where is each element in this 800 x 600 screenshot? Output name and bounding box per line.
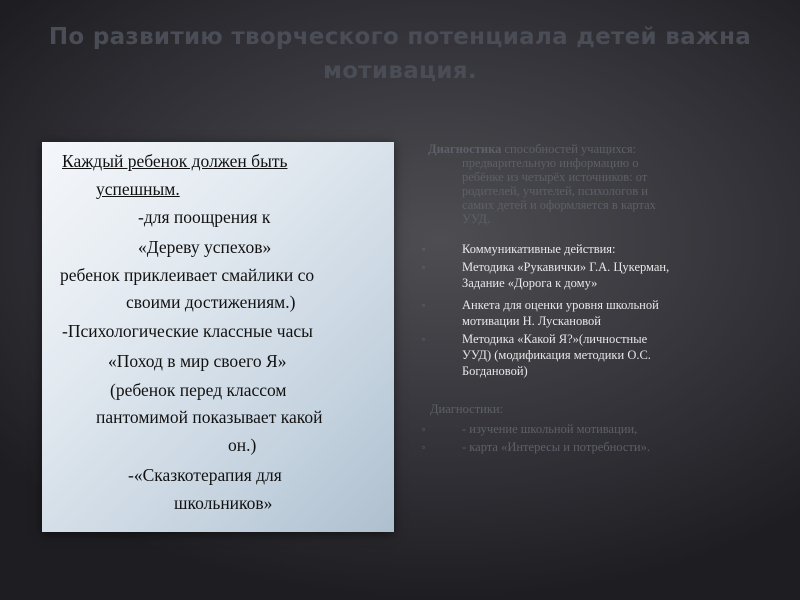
diag-intro-line: предварительную информацию о: [462, 156, 639, 170]
card-line: пантомимой показывает какой: [96, 407, 323, 427]
card-line: (ребенок перед классом: [110, 380, 287, 400]
slide-title: [40, 20, 760, 88]
card-line: Каждый ребенок должен быть: [62, 151, 288, 171]
bullet-item-line: УУД) (модификация методики О.С.: [462, 348, 651, 362]
diag-intro-rest: способностей учащихся:: [501, 142, 637, 156]
slide-title-line-2: мотивация.: [323, 58, 477, 84]
diag2-item: - изучение школьной мотивации,: [462, 422, 638, 436]
bullet-item-line: мотивации Н. Лускановой: [462, 314, 601, 328]
diag-intro-line: родителей, учителей, психологов и: [462, 184, 648, 198]
card-line: ребенок приклеивает смайлики со: [60, 265, 315, 285]
card-line: школьников»: [174, 493, 273, 513]
diag-intro-head: [428, 142, 636, 156]
card-line: -для поощрения к: [138, 207, 271, 227]
card-line: успешным.: [96, 179, 180, 199]
square-bullet-icon: ▫: [422, 425, 425, 434]
card-line: своими достижениям.): [126, 292, 296, 312]
bullet-item-line: Задание «Дорога к дому»: [462, 276, 598, 290]
bullet-item-line: Методика «Какой Я?»(личностные: [462, 332, 648, 346]
card-line: он.): [228, 435, 257, 455]
square-bullet-icon: ▫: [422, 443, 425, 452]
card-line: -«Сказкотерапия для: [128, 465, 282, 485]
bullet-item-line: Анкета для оценки уровня школьной: [462, 298, 659, 312]
bullet-item-line: Богдановой): [462, 364, 528, 378]
card-line: «Поход в мир своего Я»: [108, 351, 287, 371]
bullet-item-line: Коммуникативные действия:: [462, 242, 616, 256]
slide-title-line-1: По развитию творческого потенциала детей важна: [48, 24, 752, 50]
bullet-item-line: Методика «Рукавички» Г.А. Цукерман,: [462, 260, 670, 274]
diag-intro-line: самих детей и оформляется в картах: [462, 198, 656, 212]
card-line: -Психологические классные часы: [62, 321, 313, 341]
diag-intro-line: ребёнке из четырёх источников: от: [462, 170, 648, 184]
square-bullet-icon: ▫: [422, 263, 425, 272]
diag2-heading: Диагностики:: [430, 402, 504, 416]
square-bullet-icon: ▫: [422, 301, 425, 310]
diag-intro-bold: Диагностика: [428, 142, 502, 156]
left-text-card: [42, 142, 394, 532]
square-bullet-icon: ▫: [422, 335, 425, 344]
square-bullet-icon: ▫: [422, 245, 425, 254]
diag-intro-line: УУД.: [462, 212, 491, 226]
diag2-item: - карта «Интересы и потребности».: [462, 440, 650, 454]
card-line: «Дереву успехов»: [138, 237, 272, 257]
